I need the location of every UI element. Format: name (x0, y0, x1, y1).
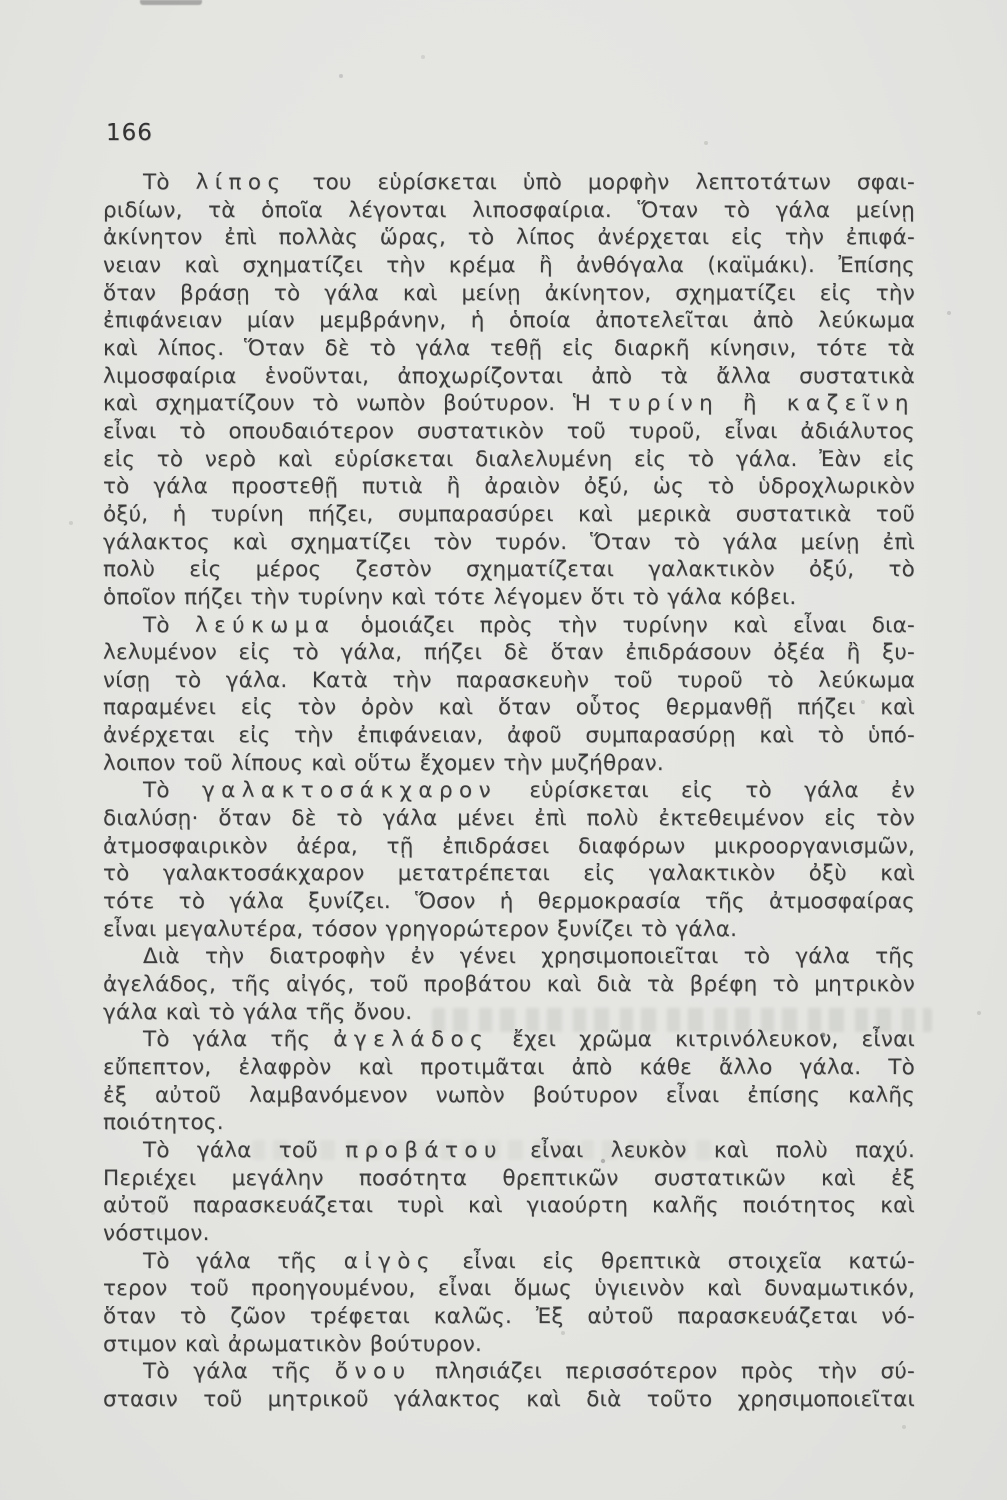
text-segment: Τὸ γάλα τοῦ (143, 1137, 346, 1163)
text-line (103, 418, 915, 446)
text-line (103, 224, 915, 252)
text-segment: λελυμένον εἰς τὸ γάλα, πήζει δὲ ὅταν ἐπιδράσουν ὀξέα ἢ ξυ- (103, 640, 915, 666)
text-segment: Τὸ (143, 778, 202, 804)
text-segment: Τὸ γάλα τῆς (143, 1359, 335, 1385)
text-segment: ἀτμοσφαιρικὸν ἀέρα, τῇ ἐπιδράσει διαφόρων μικροοργανισμῶν, (103, 833, 915, 859)
text-segment: πλησιάζει περισσότερον πρὸς τὴν σύ- (411, 1359, 915, 1385)
text-segment: ὅταν βράσῃ τὸ γάλα καὶ μείνῃ ἀκίνητον, σχηματίζει εἰς τὴν (103, 280, 915, 306)
emphasized-text: ἀγελάδος (333, 1027, 490, 1053)
text-segment: ὁποῖον πήζει τὴν τυρίνην καὶ τότε λέγομεν ὅτι τὸ γάλα κόβει. (103, 584, 797, 610)
emphasized-text: λεύκωμα (194, 612, 336, 638)
paragraph (103, 169, 915, 612)
text-line (103, 556, 915, 584)
text-segment: εἶναι λευκὸν καὶ πολὺ παχύ. (502, 1137, 916, 1163)
text-segment: Τὸ γάλα τῆς (143, 1027, 334, 1053)
text-line (103, 1331, 915, 1359)
paragraph (103, 943, 915, 1026)
paragraph (103, 612, 915, 778)
text-segment: ἔχει χρῶμα κιτρινόλευκον, εἶναι (489, 1027, 915, 1053)
text-line (103, 750, 915, 778)
text-segment: πολὺ εἰς μέρος ζεστὸν σχηματίζεται γαλακτικὸν ὀξύ, τὸ (103, 557, 915, 583)
text-line (103, 390, 915, 418)
emphasized-text: προβάτου (345, 1137, 503, 1163)
text-line (103, 169, 915, 197)
text-segment: νίσῃ τὸ γάλα. Κατὰ τὴν παρασκευὴν τοῦ τυροῦ τὸ λεύκωμα (103, 667, 915, 693)
text-line (103, 971, 915, 999)
text-line (103, 1026, 915, 1054)
text-segment: διαλύσῃ· ὅταν δὲ τὸ γάλα μένει ἐπὶ πολὺ ἐκτεθειμένον εἰς τὸν (103, 806, 915, 832)
text-segment: γάλα καὶ τὸ γάλα τῆς ὄνου. (103, 999, 413, 1025)
text-line (103, 1165, 915, 1193)
text-line (103, 1386, 915, 1414)
text-line (103, 584, 915, 612)
scan-smudge-artifact (140, 0, 202, 5)
text-segment: ριδίων, τὰ ὁποῖα λέγονται λιποσφαίρια. Ὅταν τὸ γάλα μείνῃ (103, 197, 915, 223)
text-segment: καὶ λίπος. Ὅταν δὲ τὸ γάλα τεθῇ εἰς διαρκῆ κίνησιν, τότε τὰ (103, 335, 915, 361)
text-segment: ἐξ αὐτοῦ λαμβανόμενον νωπὸν βούτυρον εἶναι ἐπίσης καλῆς (103, 1082, 915, 1108)
text-segment: τὸ γαλακτοσάκχαρον μετατρέπεται εἰς γαλακτικὸν ὀξὺ καὶ (103, 861, 915, 887)
text-segment: τερον τοῦ προηγουμένου, εἶναι ὅμως ὑγιεινὸν καὶ δυναμωτικόν, (103, 1276, 915, 1302)
paragraph (103, 1248, 915, 1359)
text-segment: Διὰ τὴν διατροφὴν ἐν γένει χρησιμοποιεῖται τὸ γάλα τῆς (143, 944, 915, 970)
text-segment: ἀγελάδος, τῆς αἰγός, τοῦ προβάτου καὶ διὰ τὰ βρέφη τὸ μητρικὸν (103, 972, 915, 998)
text-segment: του εὑρίσκεται ὑπὸ μορφὴν λεπτοτάτων σφαι- (286, 170, 915, 195)
text-block (103, 169, 915, 1414)
paper-speckles (0, 0, 2, 2)
text-segment: γάλακτος καὶ σχηματίζει τὸν τυρόν. Ὅταν τὸ γάλα μείνῃ ἐπὶ (103, 529, 915, 555)
text-segment: αὐτοῦ παρασκευάζεται τυρὶ καὶ γιαούρτη καλῆς ποιότητος καὶ (103, 1193, 915, 1219)
text-segment: εἰς τὸ νερὸ καὶ εὑρίσκεται διαλελυμένη εἰς τὸ γάλα. Ἐὰν εἰς (103, 446, 915, 472)
text-line (103, 280, 915, 308)
text-segment: ἀνέρχεται εἰς τὴν ἐπιφάνειαν, ἀφοῦ συμπαρασύρῃ καὶ τὸ ὑπό- (103, 723, 915, 749)
text-line (103, 777, 915, 805)
text-line (103, 1275, 915, 1303)
page-number: 166 (106, 120, 153, 146)
text-segment: στασιν τοῦ μητρικοῦ γάλακτος καὶ διὰ τοῦτο χρησιμοποιεῖται (103, 1386, 915, 1412)
emphasized-text: λίπος (195, 170, 287, 195)
text-segment: ὅταν τὸ ζῶον τρέφεται καλῶς. Ἐξ αὐτοῦ παρασκευάζεται νό- (103, 1303, 915, 1329)
emphasized-text: ὄνου (334, 1359, 412, 1385)
text-line (103, 363, 915, 391)
text-line (103, 667, 915, 695)
text-segment: λιμοσφαίρια ἑνοῦνται, ἀποχωρίζονται ἀπὸ τὰ ἄλλα συστατικὰ (103, 363, 915, 389)
text-line (103, 694, 915, 722)
text-segment: ποιότητος. (103, 1110, 224, 1136)
text-segment: νόστιμον. (103, 1220, 210, 1246)
text-segment: παραμένει εἰς τὸν ὀρὸν καὶ ὅταν οὗτος θερμανθῇ πήζει καὶ (103, 695, 915, 721)
text-segment: ὀξύ, ἡ τυρίνη πήζει, συμπαρασύρει καὶ μερικὰ συστατικὰ τοῦ (103, 501, 915, 527)
text-line (103, 1054, 915, 1082)
text-line (103, 529, 915, 557)
text-segment: Τὸ (143, 612, 195, 638)
text-segment: Τὸ γάλα τῆς (143, 1248, 344, 1274)
text-line (103, 335, 915, 363)
text-line (103, 1358, 915, 1386)
text-line (103, 252, 915, 280)
text-segment: λοιπον τοῦ λίπους καὶ οὕτω ἔχομεν τὴν μυζήθραν. (103, 750, 664, 776)
emphasized-text: αἰγὸς (343, 1248, 436, 1274)
text-line (103, 860, 915, 888)
paragraph (103, 1358, 915, 1413)
text-line (103, 888, 915, 916)
text-line (103, 1137, 915, 1165)
text-line (103, 1248, 915, 1276)
text-line (103, 473, 915, 501)
text-line (103, 943, 915, 971)
text-line (103, 1192, 915, 1220)
text-line (103, 805, 915, 833)
text-segment: ἐπιφάνειαν μίαν μεμβράνην, ἡ ὁποία ἀποτελεῖται ἀπὸ λεύκωμα (103, 308, 915, 334)
text-line (103, 999, 915, 1027)
text-line (103, 307, 915, 335)
text-segment: εἶναι εἰς θρεπτικὰ στοιχεῖα κατώ- (435, 1248, 915, 1274)
text-line (103, 722, 915, 750)
text-segment: Τὸ (143, 170, 196, 195)
text-line (103, 833, 915, 861)
text-line (103, 501, 915, 529)
text-line (103, 1082, 915, 1110)
text-line (103, 1303, 915, 1331)
text-line (103, 1220, 915, 1248)
text-segment: Περιέχει μεγάλην ποσότητα θρεπτικῶν συστατικῶν καὶ ἐξ (103, 1165, 915, 1191)
text-segment: στιμον καὶ ἀρωματικὸν βούτυρον. (103, 1331, 483, 1357)
text-line (103, 639, 915, 667)
text-segment: ἀκίνητον ἐπὶ πολλὰς ὥρας, τὸ λίπος ἀνέρχεται εἰς τὴν ἐπιφά- (103, 225, 915, 251)
text-line (103, 446, 915, 474)
emphasized-text: τυρίνη ἢ καζεῖνη (608, 391, 915, 417)
text-segment: νειαν καὶ σχηματίζει τὴν κρέμα ἢ ἀνθόγαλα (καϊμάκι). Ἐπίσης (103, 252, 915, 278)
text-segment: τότε τὸ γάλα ξυνίζει. Ὅσον ἡ θερμοκρασία τῆς ἀτμοσφαίρας (103, 889, 915, 915)
text-segment: εἶναι μεγαλυτέρα, τόσον γρηγορώτερον ξυνίζει τὸ γάλα. (103, 916, 738, 942)
text-line (103, 197, 915, 225)
text-segment: τὸ γάλα προστεθῇ πυτιὰ ἢ ἀραιὸν ὀξύ, ὡς τὸ ὑδροχλωρικὸν (103, 474, 915, 500)
paragraph (103, 777, 915, 943)
text-line (103, 916, 915, 944)
text-segment: εὔπεπτον, ἐλαφρὸν καὶ προτιμᾶται ἀπὸ κάθε ἄλλο γάλα. Τὸ (103, 1055, 915, 1080)
paragraph (103, 1026, 915, 1137)
text-line (103, 1109, 915, 1137)
text-segment: καὶ σχηματίζουν τὸ νωπὸν βούτυρον. Ἡ (103, 391, 609, 417)
text-segment: εἶναι τὸ οπουδαιότερον συστατικὸν τοῦ τυροῦ, εἶναι ἀδιάλυτος (103, 418, 915, 444)
text-segment: ὁμοιάζει πρὸς τὴν τυρίνην καὶ εἶναι δια- (335, 612, 915, 638)
text-line (103, 612, 915, 640)
text-segment: εὑρίσκεται εἰς τὸ γάλα ἐν (497, 778, 915, 804)
emphasized-text: γαλακτοσάκχαρον (201, 778, 498, 804)
paragraph (103, 1137, 915, 1248)
